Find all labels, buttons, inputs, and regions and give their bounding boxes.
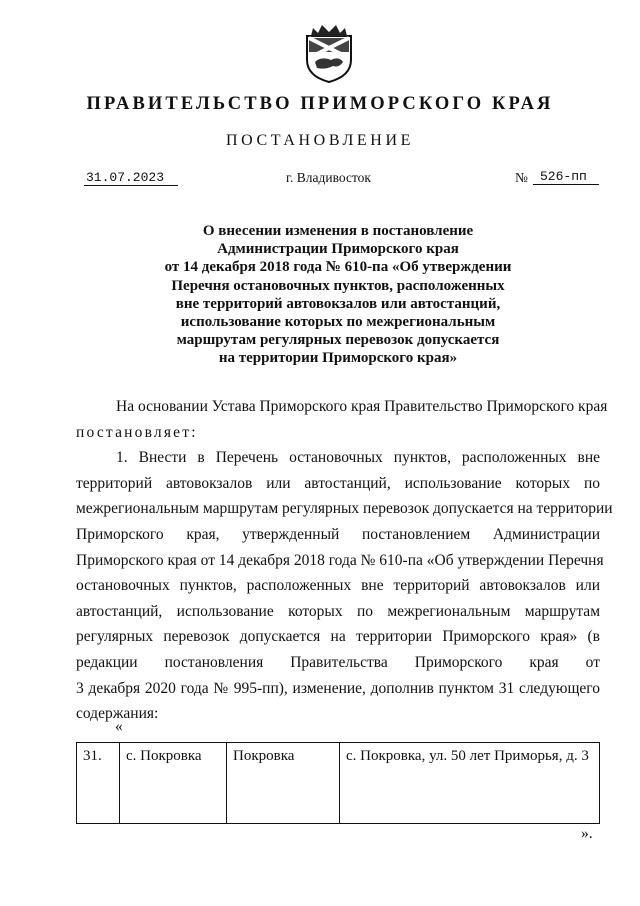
cell-address: с. Покровка, ул. 50 лет Приморья, д. 3 — [340, 743, 600, 824]
title-line: от 14 декабря 2018 года № 610-па «Об утверждении — [164, 259, 512, 276]
title-line: Перечня остановочных пунктов, расположенных — [171, 277, 505, 294]
body-line: межрегиональным маршрутам регулярных перевозок допускается на территории — [76, 500, 613, 518]
document-date: 31.07.2023 — [84, 171, 178, 186]
coat-of-arms-icon — [303, 22, 355, 84]
cell-stop-name: Покровка — [227, 743, 340, 824]
title-line: Администрации Приморского края — [217, 241, 459, 258]
title-line: вне территорий автовокзалов или автостанций, — [175, 295, 501, 312]
body-line: постановляет: — [76, 423, 198, 441]
body-line: 3 декабря 2020 года № 995-пп), изменение, дополнив пунктом 31 следующего — [76, 679, 600, 697]
opening-quote: « — [115, 718, 123, 735]
body-line: остановочных пунктов, расположенных вне территорий автовокзалов или — [76, 577, 600, 595]
body-line: Приморского края от 14 декабря 2018 года № 610-па «Об утверждении Перечня — [76, 551, 604, 569]
cell-number: 31. — [77, 743, 120, 824]
document-title — [100, 222, 576, 368]
title-line: использование которых по межрегиональным — [180, 314, 496, 331]
government-name: ПРАВИТЕЛЬСТВО ПРИМОРСКОГО КРАЯ — [86, 94, 554, 114]
body-line: редакции постановления Правительства Приморского края от — [76, 653, 600, 671]
body-line: территорий автовокзалов или автостанций, использование которых по — [76, 474, 600, 492]
cell-settlement: с. Покровка — [120, 743, 227, 824]
document-number: 526-пп — [533, 170, 599, 185]
amendment-table — [76, 742, 600, 824]
document-city: г. Владивосток — [286, 170, 371, 185]
body-line: Приморского края, утвержденный постановлением Администрации — [76, 525, 600, 543]
body-line: 1. Внести в Перечень остановочных пунктов, расположенных вне — [116, 449, 600, 467]
closing-quote: ». — [581, 825, 593, 842]
table-row — [77, 743, 600, 824]
body-line: автостанций, использование которых по межрегиональным маршрутам — [76, 602, 600, 620]
number-sign: № — [515, 170, 528, 185]
document-body — [76, 394, 613, 727]
body-line: содержания: — [76, 705, 159, 723]
document-type: ПОСТАНОВЛЕНИЕ — [226, 132, 414, 149]
title-line: маршрутам регулярных перевозок допускается — [176, 332, 500, 349]
title-line: на территории Приморского края» — [218, 350, 458, 367]
body-line: На основании Устава Приморского края Правительство Приморского края — [116, 398, 608, 415]
body-line: регулярных перевозок допускается на территории Приморского края» (в — [76, 628, 600, 646]
title-line: О внесении изменения в постановление — [202, 223, 474, 239]
